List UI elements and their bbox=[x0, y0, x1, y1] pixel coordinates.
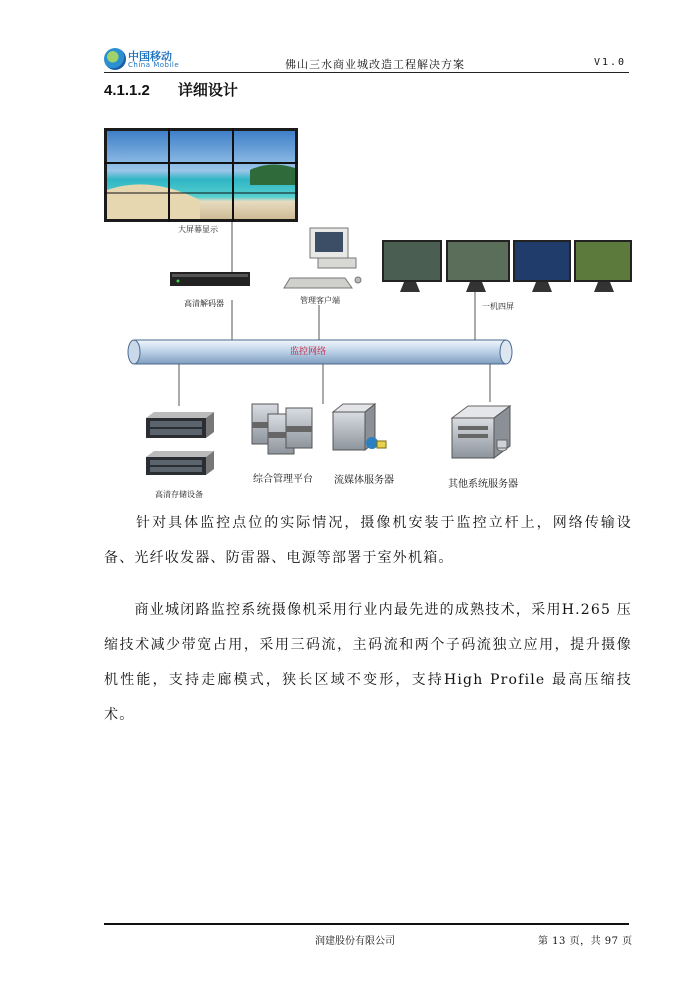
logo-text-cn: 中国移动 bbox=[128, 50, 172, 63]
quad-screen-label: 一机四屏 bbox=[482, 302, 514, 311]
paragraph-2: 商业城闭路监控系统摄像机采用行业内最先进的成熟技术，采用H.265 压缩技术减少带宽占用，采用三码流，主码流和两个子码流独立应用，提升摄像机性能，支持走廊模式，狭长区域不变形，支持High Profile 最高压缩技术。 bbox=[104, 602, 632, 723]
document-title: 佛山三水商业城改造工程解决方案 bbox=[285, 58, 465, 71]
storage-device-icon bbox=[146, 412, 214, 475]
video-wall-icon bbox=[104, 128, 298, 222]
footer-company: 润建股份有限公司 bbox=[315, 936, 395, 947]
storage-label: 高清存储设备 bbox=[155, 490, 203, 499]
footer-page-number: 第 13 页，共 97 页 bbox=[538, 936, 633, 947]
platform-servers-icon bbox=[252, 404, 312, 454]
media-server-label: 流媒体服务器 bbox=[334, 475, 394, 486]
video-wall-label: 大屏幕显示 bbox=[178, 225, 218, 234]
section-title: 详细设计 bbox=[177, 81, 238, 99]
network-label: 监控网络 bbox=[290, 347, 327, 357]
paragraph-1: 针对具体监控点位的实际情况，摄像机安装于监控立杆上，网络传输设备、光纤收发器、防雷器、电源等部署于室外机箱。 bbox=[104, 515, 632, 566]
platform-label: 综合管理平台 bbox=[253, 474, 313, 485]
other-servers-label: 其他系统服务器 bbox=[448, 479, 518, 490]
management-client-icon bbox=[284, 228, 361, 288]
logo-text-en: China Mobile bbox=[128, 61, 180, 69]
media-server-icon bbox=[333, 404, 386, 450]
decoder-icon bbox=[170, 272, 250, 286]
document-version: V1.0 bbox=[594, 57, 627, 68]
quad-screen-monitors-icon bbox=[382, 240, 632, 292]
decoder-label: 高清解码器 bbox=[184, 299, 224, 308]
other-servers-icon bbox=[452, 406, 510, 458]
section-number: 4.1.1.2 bbox=[104, 82, 150, 99]
client-label: 管理客户端 bbox=[300, 296, 340, 305]
footer-rule bbox=[104, 923, 629, 925]
